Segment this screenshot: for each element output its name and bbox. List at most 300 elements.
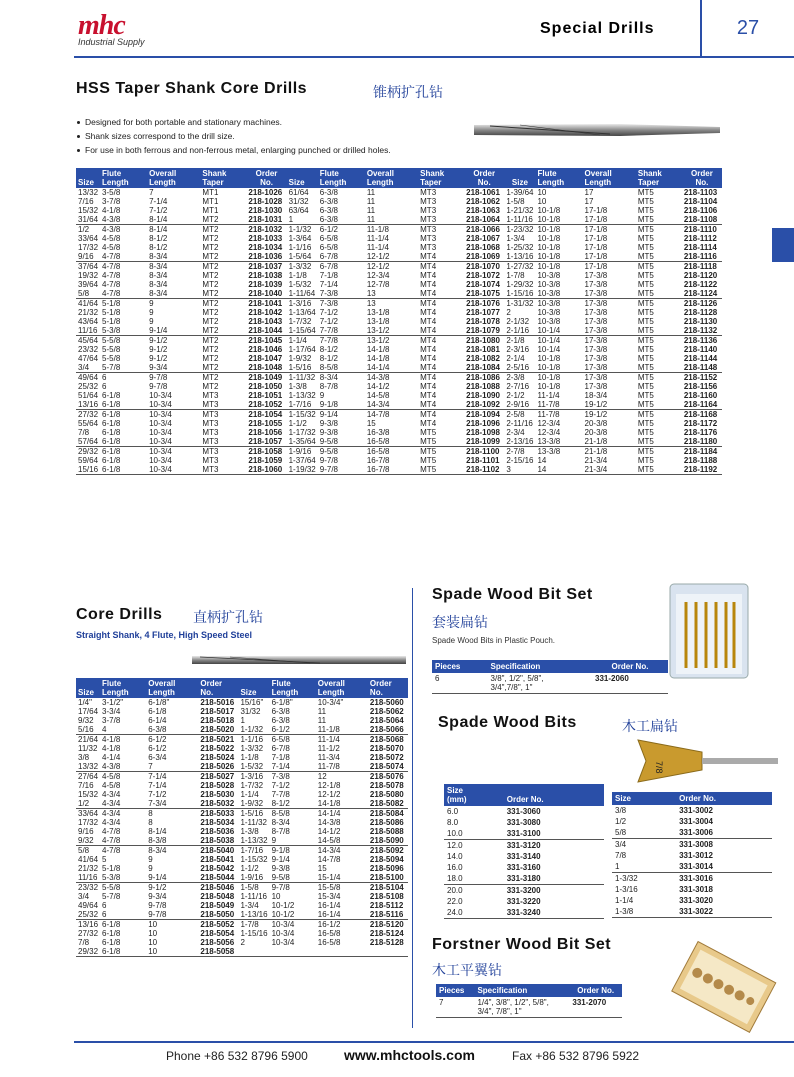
table-cell: 3/8 [615, 806, 627, 815]
table-cell: 8-7/8 [319, 382, 338, 391]
table-cell: 218-1054 [246, 410, 286, 420]
table-cell: MT5 [637, 345, 654, 354]
forstner-table [436, 984, 622, 1018]
core-drill-image [190, 648, 410, 672]
table-cell: 8-1/4 [148, 827, 167, 836]
table-cell: 8-1/4 [149, 215, 168, 224]
table-cell: 218-1074 [466, 280, 500, 289]
table-cell: MT4 [420, 391, 437, 400]
table-cell: 10 [537, 197, 547, 206]
table-cell: 6-1/8 [102, 465, 121, 474]
table-cell: 9 [148, 855, 153, 864]
table-cell: 1-1/2 [240, 864, 259, 873]
table-cell: 7 [149, 188, 154, 197]
table-cell: 218-1128 [683, 308, 718, 317]
table-cell: 17-1/8 [584, 243, 608, 252]
table-cell: 9-1/4 [271, 855, 290, 864]
table-cell: 6-1/2 [318, 225, 365, 235]
table-cell: 10-1/8 [537, 382, 561, 391]
spec-cell [488, 673, 592, 694]
table-cell: 17-3/8 [584, 326, 608, 335]
table-cell: 8-3/4 [149, 252, 168, 261]
table-cell: 218-5104 [368, 883, 408, 893]
table-cell: 8-3/4 [271, 818, 290, 827]
spade-bits-title: Spade Wood Bits [438, 714, 577, 731]
spade-bits-mm-table [444, 784, 604, 919]
table-cell: MT2 [202, 317, 219, 326]
table-cell: 10.0 [447, 829, 463, 838]
table-cell: 1-11/32 [287, 373, 318, 383]
table-cell: 11/16 [78, 873, 98, 882]
table-cell: 17-3/8 [584, 354, 608, 363]
table-cell: 218-1051 [248, 391, 283, 400]
table-cell: 13-1/8 [366, 317, 390, 326]
table-cell: 11/32 [78, 744, 98, 753]
table-cell: 218-1060 [248, 465, 283, 474]
table-cell: 3 [506, 465, 511, 474]
table-cell: 218-1126 [682, 299, 722, 309]
table-cell: 218-1084 [466, 363, 500, 372]
table-cell: MT5 [636, 447, 682, 457]
table-row [612, 805, 772, 816]
header-divider [74, 56, 700, 58]
table-cell: 10-3/4 [149, 400, 172, 409]
table-cell: 331-3018 [679, 885, 713, 894]
table-cell: 16-5/8 [365, 447, 418, 457]
table-cell: MT4 [418, 262, 464, 272]
table-cell: 218-5086 [369, 818, 404, 827]
table-cell: MT2 [200, 299, 246, 309]
table-cell: 9-3/8 [319, 428, 338, 437]
table-cell: MT5 [637, 465, 654, 474]
taper-feature-list [76, 115, 391, 157]
table-cell: MT5 [420, 437, 437, 446]
table-cell: 218-1152 [682, 373, 722, 383]
table-cell: 4-7/8 [100, 262, 147, 272]
table-cell: 61/64 [288, 188, 309, 197]
table-cell: MT3 [420, 243, 437, 252]
table-row [612, 884, 772, 895]
spade-set-title: Spade Wood Bit Set [432, 586, 593, 603]
table-cell: 218-1160 [683, 391, 718, 400]
table-cell: 10-1/4 [535, 336, 582, 346]
table-cell: 218-5070 [369, 744, 404, 753]
table-cell: 3/4 [78, 363, 90, 372]
table-cell: 218-1118 [682, 262, 722, 272]
table-cell: 331-3020 [679, 896, 713, 905]
table-cell: 5-5/8 [102, 345, 121, 354]
table-cell: 6-3/8 [148, 725, 167, 734]
table-cell: 33/64 [78, 234, 99, 243]
table-cell: 218-1028 [248, 197, 283, 206]
table-cell: MT5 [637, 197, 654, 206]
table-cell: 218-1094 [464, 410, 504, 420]
table-cell: 9/16 [78, 827, 94, 836]
table-cell: 29/32 [78, 947, 99, 956]
feature-item: Shank sizes correspond to the drill size. [76, 129, 391, 143]
table-cell: MT5 [637, 188, 654, 197]
table-cell: 10-1/4 [537, 345, 561, 354]
table-cell: 218-5041 [200, 855, 235, 864]
table-cell: 17-3/8 [583, 373, 636, 383]
table-cell: 218-1092 [466, 400, 500, 409]
table-cell: 13-3/8 [535, 447, 582, 457]
table-row [612, 906, 772, 918]
table-cell: 15-5/8 [316, 883, 368, 893]
table-cell: 218-1031 [248, 215, 283, 224]
table-cell: 7-1/2 [149, 206, 168, 215]
table-cell: 4-3/8 [102, 215, 121, 224]
table-cell: 1-7/8 [238, 920, 269, 930]
col-header-overall: Overall Length [583, 168, 636, 188]
col-header-overall: Overall Length [147, 168, 200, 188]
table-cell: 2-7/8 [504, 447, 535, 457]
table-cell: 331-3008 [676, 839, 772, 851]
table-cell: 7-3/4 [148, 799, 167, 808]
table-cell: 6-1/8" [148, 698, 170, 707]
table-cell: 14 [537, 456, 547, 465]
table-cell: 1-7/32 [288, 317, 312, 326]
table-cell: 1-25/32 [506, 243, 534, 252]
table-cell: 17-3/8 [584, 289, 608, 298]
table-cell: 4-7/8 [102, 271, 121, 280]
footer-website[interactable]: www.mhctools.com [344, 1047, 475, 1063]
table-cell: 10-3/4 [149, 428, 172, 437]
table-cell: 5-7/8 [102, 363, 121, 372]
table-cell: 1-1/4 [287, 336, 318, 346]
table-cell: 218-5027 [198, 772, 238, 782]
table-cell: MT3 [200, 447, 246, 457]
table-cell: 31/32 [240, 707, 261, 716]
table-cell: 9 [271, 836, 277, 845]
table-cell: MT2 [200, 373, 246, 383]
table-cell: 17-3/8 [583, 299, 636, 309]
table-cell: MT2 [202, 326, 219, 335]
table-cell: 4-5/8 [102, 234, 121, 243]
table-cell: 6-3/4 [148, 753, 167, 762]
table-cell: 7/16 [78, 197, 94, 206]
table-cell: 1-15/32 [240, 855, 268, 864]
table-cell: MT2 [202, 271, 219, 280]
table-cell [368, 947, 408, 957]
table-cell: 218-1104 [683, 197, 718, 206]
table-cell: 218-5076 [368, 772, 408, 782]
table-cell: 218-5066 [369, 725, 404, 734]
spec-cell [474, 997, 569, 1018]
table-cell: 14 [537, 465, 547, 474]
table-row [76, 716, 408, 725]
col-header-size-mm [444, 784, 504, 806]
table-cell: 218-1026 [248, 188, 283, 197]
table-cell: MT2 [202, 382, 219, 391]
table-row [76, 391, 722, 400]
table-cell: 218-1056 [248, 428, 283, 437]
table-cell: MT2 [200, 262, 246, 272]
table-cell: 218-1045 [246, 336, 286, 346]
table-cell: 9-1/8 [319, 400, 338, 409]
table-cell: 6-1/8 [102, 938, 121, 947]
table-cell: 10-3/8 [537, 317, 561, 326]
table-row [612, 873, 772, 885]
col-header-order: Order No. [246, 168, 286, 188]
table-cell: 13-3/8 [537, 437, 561, 446]
table-cell: 10-3/4 [271, 938, 295, 947]
table-row [76, 920, 408, 930]
table-cell: 1-3/4 [506, 234, 525, 243]
table-cell: 1-21/32 [506, 206, 534, 215]
table-cell [316, 947, 368, 957]
table-cell [270, 947, 316, 957]
spec-line: 3/4", 7/8", 1" [477, 1007, 522, 1016]
table-cell: 2 [240, 938, 245, 947]
table-cell: 7-7/8 [318, 336, 365, 346]
table-cell: 6 [102, 910, 107, 919]
table-cell: 7-1/4 [149, 197, 168, 206]
col-header-pieces: Pieces [432, 660, 488, 673]
table-cell: 218-5022 [200, 744, 235, 753]
table-row [76, 456, 722, 465]
table-cell: 7/16 [78, 781, 94, 790]
table-cell: 218-1180 [683, 437, 718, 446]
order-cell: 331-2070 [572, 998, 607, 1007]
col-header-overall: Overall Length [316, 678, 368, 698]
table-cell: 11 [366, 215, 376, 224]
table-cell: 43/64 [78, 317, 99, 326]
table-cell: 6-1/8 [102, 929, 121, 938]
table-cell: 1-17/32 [288, 428, 316, 437]
table-cell: 5-5/8 [100, 336, 147, 346]
table-cell: 1 [288, 215, 294, 224]
table-cell: MT3 [202, 419, 219, 428]
table-cell: 218-1140 [683, 345, 718, 354]
table-cell: 1-15/64 [288, 326, 316, 335]
table-cell: 218-1055 [248, 419, 283, 428]
table-cell: 17-1/8 [583, 225, 636, 235]
table-cell: 9-1/8 [270, 846, 316, 856]
col-header-order: Order No. [464, 168, 504, 188]
table-cell: 218-1057 [248, 437, 283, 446]
table-row [76, 410, 722, 420]
table-cell: 218-1046 [248, 345, 283, 354]
col-header-size: Size [76, 678, 100, 698]
table-cell: 218-1188 [683, 456, 718, 465]
table-cell: 8-1/2 [319, 345, 338, 354]
table-cell: 218-1192 [683, 465, 718, 474]
core-table [76, 678, 408, 957]
table-cell: 17 [584, 197, 594, 206]
table-cell: 2-1/32 [506, 317, 530, 326]
table-cell: 10-3/4 [149, 419, 172, 428]
table-cell: 1-1/2 [288, 419, 307, 428]
table-cell: 218-1114 [683, 243, 717, 252]
table-cell: 218-1033 [248, 234, 283, 243]
table-cell: 5-7/8 [102, 892, 121, 901]
table-cell: 13-1/8 [366, 308, 390, 317]
table-cell: 218-1052 [248, 400, 283, 409]
table-cell: 1-1/4 [240, 790, 259, 799]
table-cell: 218-1103 [683, 188, 718, 197]
table-cell: MT5 [637, 419, 654, 428]
table-row [76, 910, 408, 920]
col-header-flute: Flute Length [100, 168, 147, 188]
table-cell: MT4 [418, 299, 464, 309]
table-row [76, 197, 722, 206]
table-cell: 2-3/4 [506, 428, 525, 437]
table-cell: 6-1/8 [102, 437, 121, 446]
table-cell: 27/64 [78, 772, 99, 781]
table-cell: 218-1049 [246, 373, 286, 383]
table-cell: 218-5074 [369, 762, 404, 771]
table-cell: MT5 [637, 243, 654, 252]
table-cell: 16-7/8 [366, 456, 390, 465]
table-cell: 17-3/8 [584, 363, 608, 372]
table-cell: 23/32 [78, 345, 99, 354]
feature-item: Designed for both portable and stationary machines. [76, 115, 391, 129]
table-cell: 9-3/4 [148, 892, 167, 901]
table-cell: MT4 [420, 280, 437, 289]
table-row [76, 929, 408, 938]
table-cell: 7-7/8 [271, 790, 290, 799]
table-cell: 15/16 [78, 465, 99, 474]
table-cell: 218-5080 [369, 790, 404, 799]
table-cell: 13-1/2 [366, 326, 390, 335]
table-cell: 2-1/16 [506, 326, 530, 335]
table-cell: 10-1/8 [537, 354, 561, 363]
table-cell: MT4 [420, 308, 437, 317]
table-cell: MT5 [637, 271, 654, 280]
column-divider [412, 588, 413, 1028]
table-cell: 14-1/8 [366, 354, 390, 363]
table-cell: 8-1/2 [149, 243, 168, 252]
table-cell: 218-5042 [200, 864, 235, 873]
table-cell: MT5 [637, 382, 654, 391]
table-cell: 1-3/4 [240, 901, 259, 910]
table-cell: 218-1040 [248, 289, 283, 298]
table-cell: 1-5/32 [240, 762, 264, 771]
table-row [76, 725, 408, 735]
table-row [76, 762, 408, 772]
table-cell: 10-3/4 [149, 437, 172, 446]
table-cell: 1-11/64 [288, 289, 316, 298]
col-header-order: Order No. [368, 678, 408, 698]
table-cell: 11-1/4 [537, 391, 560, 400]
table-cell: 14.0 [447, 852, 463, 861]
table-cell: 19/32 [78, 271, 99, 280]
table-cell: 10-1/2 [271, 901, 295, 910]
table-cell: 11-7/8 [537, 400, 560, 409]
table-cell: 6 [102, 901, 107, 910]
table-cell: MT3 [420, 197, 437, 206]
table-cell: 331-3014 [679, 862, 713, 871]
table-cell: 218-5090 [369, 836, 404, 845]
table-cell: 218-1042 [248, 308, 283, 317]
table-row [444, 862, 604, 873]
spade-bit-image [632, 738, 782, 784]
table-cell: 12-1/2 [317, 790, 341, 799]
table-cell: 9-7/8 [148, 901, 167, 910]
forstner-box-image [666, 938, 778, 1034]
table-cell: 218-1106 [683, 206, 718, 215]
table-cell: 218-1098 [466, 428, 500, 437]
table-cell: 16-1/4 [317, 910, 341, 919]
table-row [444, 806, 604, 817]
table-cell: 218-5033 [198, 809, 238, 819]
table-cell: MT4 [420, 382, 437, 391]
table-cell: 218-1058 [246, 447, 286, 457]
col-header-unit-label: (mm) [447, 795, 467, 804]
table-cell: 11-1/4 [366, 243, 389, 252]
table-cell: 331-3012 [679, 851, 713, 860]
table-cell: 1 [615, 862, 620, 871]
table-cell: 6-1/2 [271, 725, 290, 734]
table-cell: 7/8 [615, 851, 627, 860]
table-row [444, 873, 604, 885]
table-cell: 9-7/8 [319, 456, 338, 465]
table-cell: MT5 [637, 317, 654, 326]
table-cell: 5-1/8 [102, 317, 121, 326]
table-row [76, 753, 408, 762]
table-cell: 17/32 [78, 818, 99, 827]
table-cell: 24.0 [447, 908, 463, 917]
table-cell: 6-3/8 [319, 197, 338, 206]
table-cell: 218-1090 [466, 391, 500, 400]
table-cell: MT2 [200, 225, 246, 235]
table-cell: 6-5/8 [319, 234, 338, 243]
table-cell: 218-1088 [466, 382, 500, 391]
table-cell: 218-1050 [248, 382, 283, 391]
table-cell: 6-1/8 [102, 419, 121, 428]
table-cell: 4-7/8 [102, 252, 121, 261]
table-cell: MT4 [420, 363, 437, 372]
table-row [76, 799, 408, 809]
table-row [76, 382, 722, 391]
table-cell: MT3 [202, 437, 219, 446]
table-cell: 218-1048 [248, 363, 283, 372]
table-cell: 1-9/16 [240, 873, 264, 882]
table-cell: 17-1/8 [583, 262, 636, 272]
table-row [76, 336, 722, 346]
table-row [444, 885, 604, 897]
table-cell: 218-5050 [200, 910, 235, 919]
table-cell: 218-1069 [466, 252, 500, 261]
table-cell: MT2 [202, 252, 219, 261]
col-header-spec: Specification [474, 984, 569, 997]
table-row [76, 698, 408, 707]
table-cell: 9-7/8 [147, 373, 200, 383]
table-cell: 218-5026 [200, 762, 235, 771]
table-cell: 218-1132 [683, 326, 718, 335]
table-cell: 6-1/2 [146, 735, 198, 745]
table-cell: 9-5/8 [318, 447, 365, 457]
core-title-cn: 直柄扩孔钻 [193, 609, 263, 625]
table-row [444, 851, 604, 862]
table-cell: 8-3/4 [149, 271, 168, 280]
table-row [76, 836, 408, 846]
table-cell: MT5 [420, 428, 437, 437]
table-cell: MT5 [637, 437, 654, 446]
table-row [76, 707, 408, 716]
table-cell: 17-1/8 [584, 215, 608, 224]
table-cell: 1/2 [78, 799, 90, 808]
table-cell: 1-29/32 [506, 280, 534, 289]
table-cell: 218-5049 [200, 901, 235, 910]
table-cell: 218-1036 [248, 252, 283, 261]
table-cell: 4-5/8 [102, 781, 121, 790]
table-cell: 11-7/8 [535, 410, 582, 420]
table-cell: 218-5024 [200, 753, 235, 762]
table-cell: 16-5/8 [317, 929, 341, 938]
table-cell: 8 [148, 818, 153, 827]
